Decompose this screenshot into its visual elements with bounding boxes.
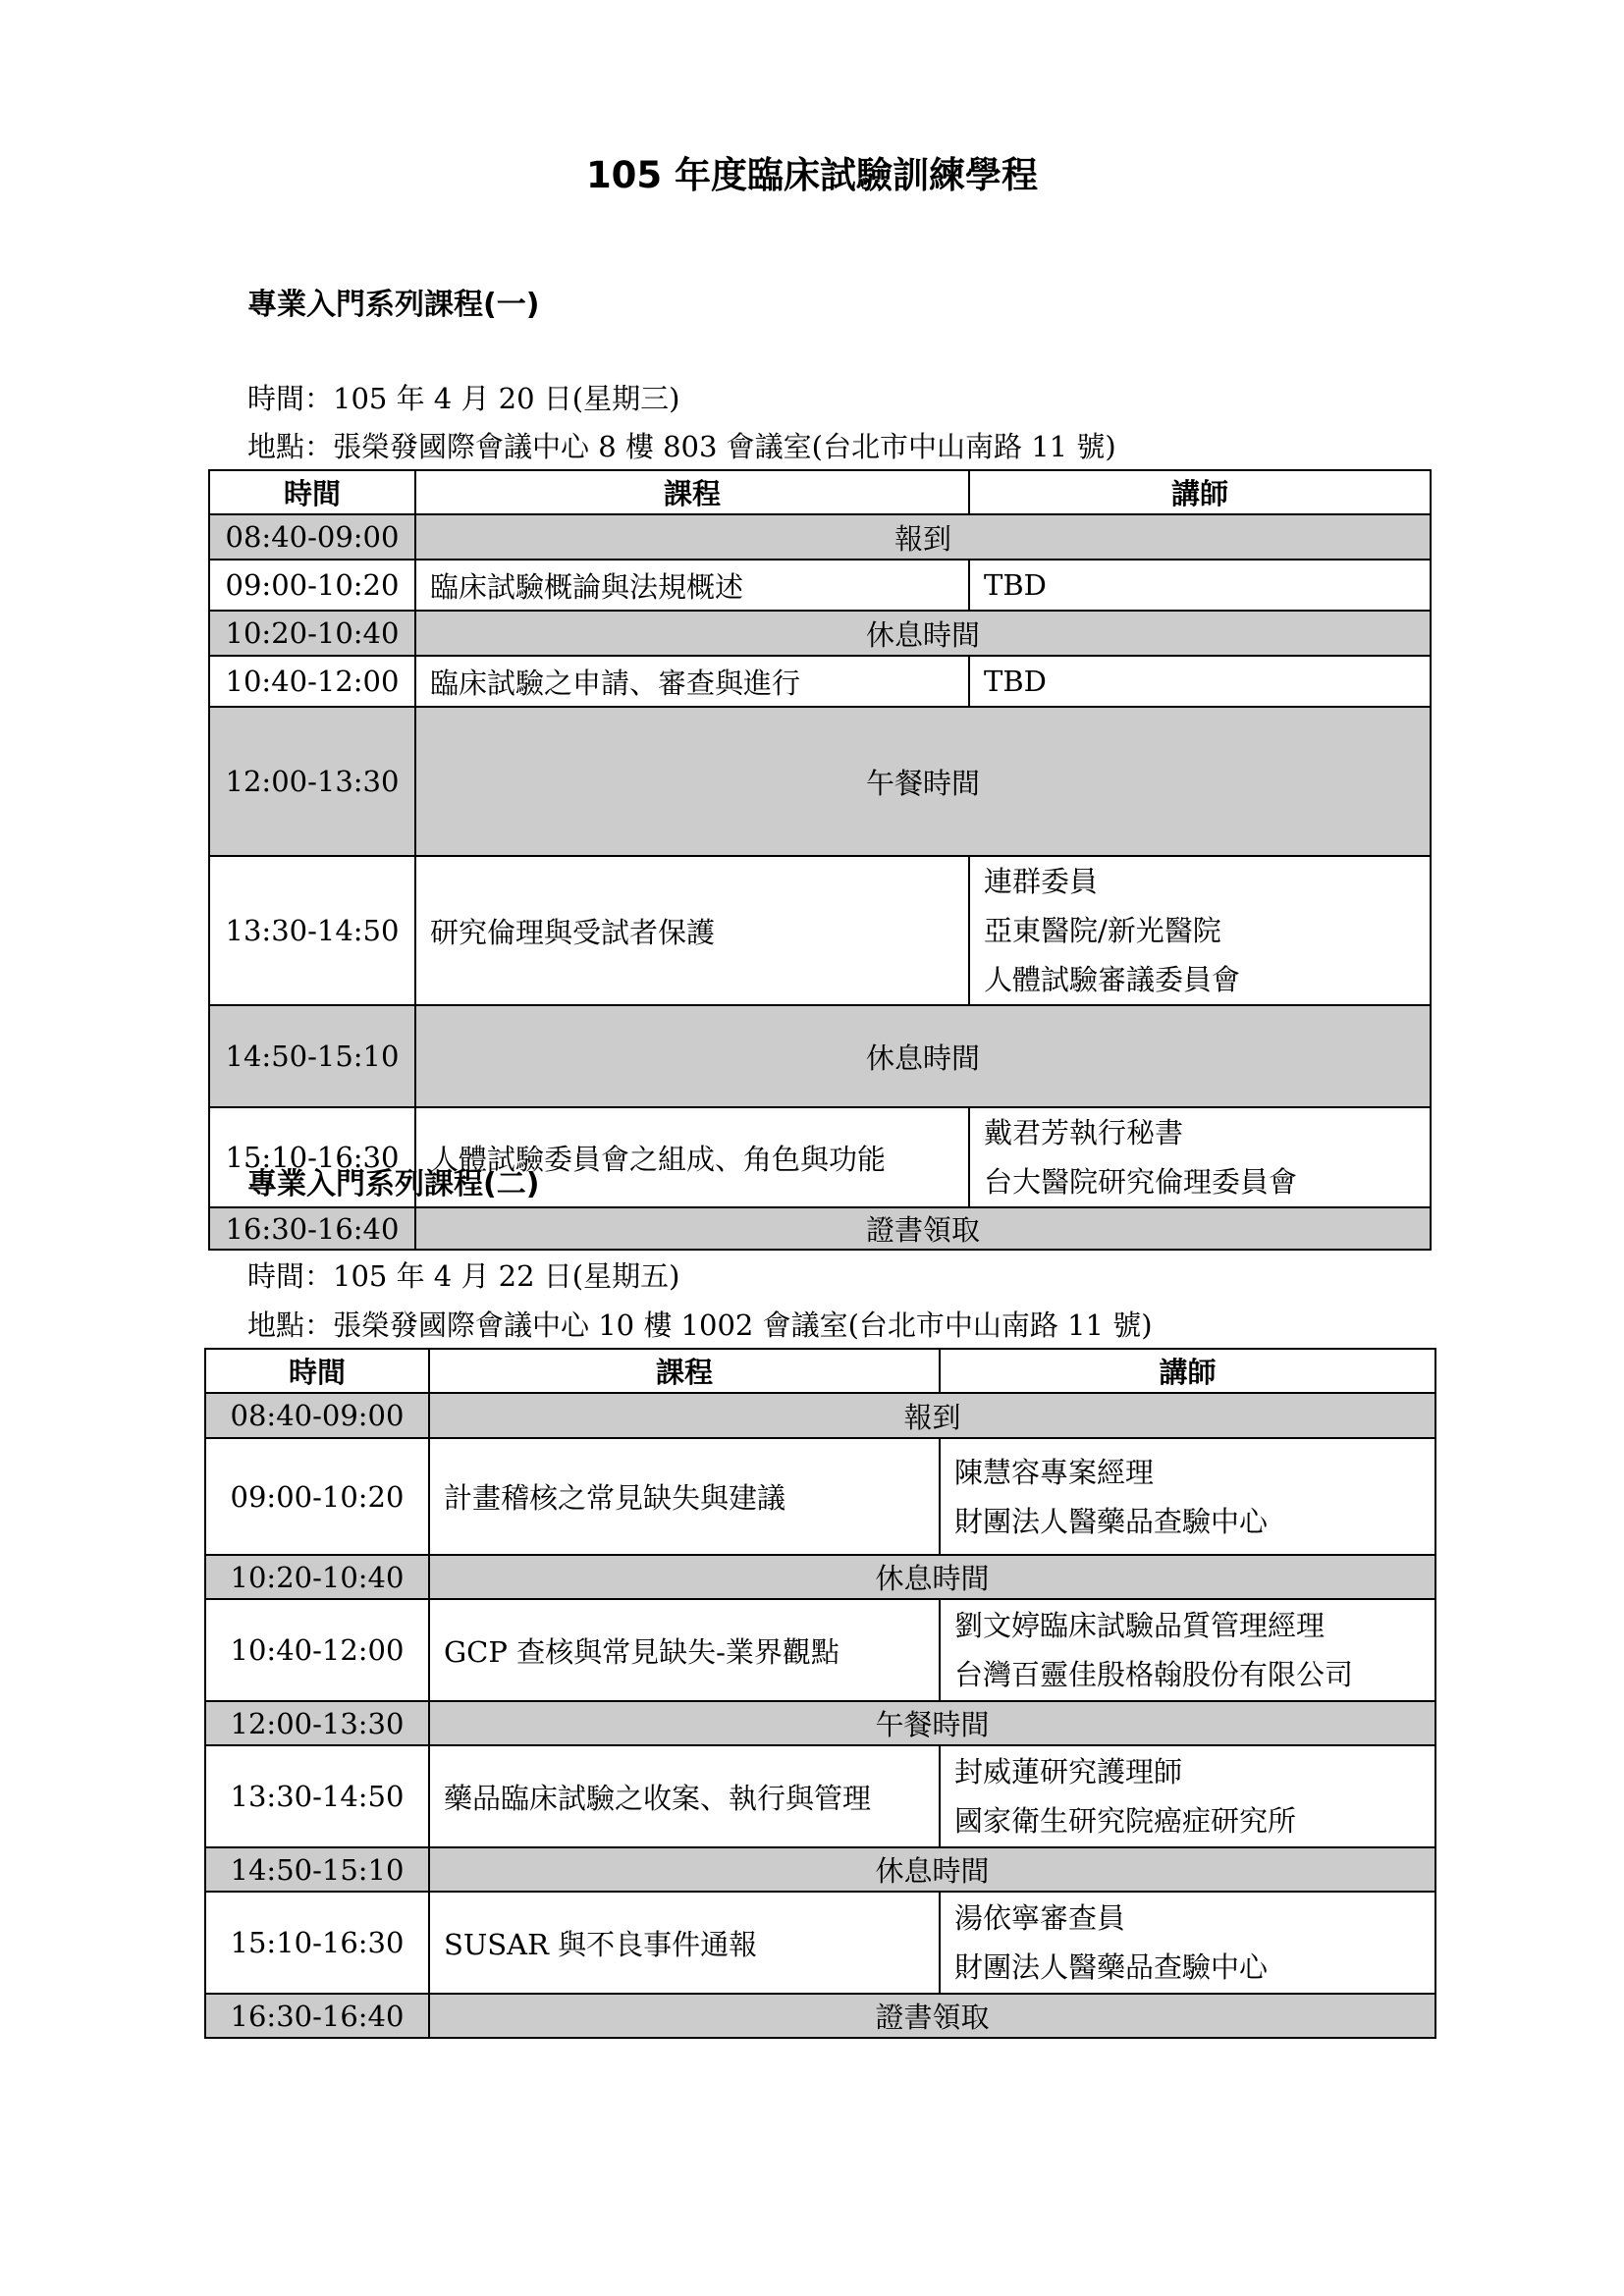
time-cell: 16:30-16:40 [205, 1994, 429, 2038]
time-cell: 12:00-13:30 [209, 707, 415, 856]
course-cell: 藥品臨床試驗之收案、執行與管理 [429, 1745, 940, 1847]
time-cell: 15:10-16:30 [205, 1892, 429, 1994]
date-line: 時間：105 年 4 月 20 日(星期三) [247, 382, 680, 415]
session-row [205, 1599, 1435, 1701]
course-cell: 研究倫理與受試者保護 [415, 856, 969, 1005]
time-cell: 13:30-14:50 [209, 856, 415, 1005]
venue-line: 地點：張榮發國際會議中心 10 樓 1002 會議室(台北市中山南路 11 號) [247, 1308, 1153, 1342]
instructor-line: 人體試驗審議委員會 [984, 963, 1241, 996]
instructor-line: 台灣百靈佳殷格翰股份有限公司 [954, 1658, 1354, 1691]
break-row [205, 1393, 1435, 1438]
instructor-cell [940, 1599, 1435, 1701]
venue-line: 地點：張榮發國際會議中心 8 樓 803 會議室(台北市中山南路 11 號) [247, 430, 1116, 463]
instructor-cell [940, 1438, 1435, 1555]
instructor-line: 戴君芳執行秘書 [984, 1116, 1184, 1149]
instructor-line: 國家衛生研究院癌症研究所 [954, 1804, 1297, 1838]
document-title: 105 年度臨床試驗訓練學程 [585, 154, 1039, 196]
time-cell: 13:30-14:50 [205, 1745, 429, 1847]
date-line: 時間：105 年 4 月 22 日(星期五) [247, 1259, 680, 1293]
column-header-time: 時間 [205, 1349, 429, 1393]
break-label: 報到 [429, 1393, 1435, 1438]
break-row [209, 1005, 1431, 1107]
session-row [209, 560, 1431, 611]
section-heading: 專業入門系列課程(二) [247, 1167, 540, 1201]
time-cell: 14:50-15:10 [209, 1005, 415, 1107]
break-row [205, 1847, 1435, 1892]
instructor-cell [940, 1892, 1435, 1994]
instructor-line: TBD [984, 665, 1047, 698]
header-row [205, 1349, 1435, 1393]
course-cell: 臨床試驗之申請、審查與進行 [415, 656, 969, 707]
time-cell: 12:00-13:30 [205, 1701, 429, 1745]
instructor-line: 陳慧容專案經理 [954, 1455, 1155, 1489]
column-header-instructor: 講師 [969, 470, 1431, 514]
break-label: 休息時間 [429, 1555, 1435, 1599]
section-heading: 專業入門系列課程(一) [247, 288, 540, 322]
course-cell: 計畫稽核之常見缺失與建議 [429, 1438, 940, 1555]
break-row [205, 1994, 1435, 2038]
break-label: 午餐時間 [415, 707, 1431, 856]
break-row [209, 1207, 1431, 1250]
break-label: 報到 [415, 514, 1431, 560]
instructor-cell [969, 856, 1431, 1005]
session-row [209, 856, 1431, 1005]
break-row [209, 514, 1431, 560]
time-cell: 16:30-16:40 [209, 1207, 415, 1250]
instructor-cell [969, 560, 1431, 611]
course-cell: 人體試驗委員會之組成、角色與功能 [415, 1107, 969, 1207]
course-cell: SUSAR 與不良事件通報 [429, 1892, 940, 1994]
column-header-time: 時間 [209, 470, 415, 514]
time-cell: 10:40-12:00 [205, 1599, 429, 1701]
column-header-instructor: 講師 [940, 1349, 1435, 1393]
instructor-line: 連群委員 [984, 865, 1099, 898]
instructor-line: 台大醫院研究倫理委員會 [984, 1165, 1298, 1199]
time-cell: 10:20-10:40 [205, 1555, 429, 1599]
column-header-course: 課程 [415, 470, 969, 514]
break-label: 休息時間 [429, 1847, 1435, 1892]
instructor-cell [940, 1745, 1435, 1847]
instructor-line: 湯依寧審查員 [954, 1901, 1126, 1935]
break-label: 證書領取 [429, 1994, 1435, 2038]
schedule-table [204, 1348, 1436, 2039]
time-cell: 08:40-09:00 [205, 1393, 429, 1438]
course-cell: GCP 查核與常見缺失-業界觀點 [429, 1599, 940, 1701]
break-label: 午餐時間 [429, 1701, 1435, 1745]
column-header-course: 課程 [429, 1349, 940, 1393]
break-label: 休息時間 [415, 611, 1431, 656]
instructor-line: 財團法人醫藥品查驗中心 [954, 1950, 1269, 1984]
time-cell: 15:10-16:30 [209, 1107, 415, 1207]
instructor-cell [969, 1107, 1431, 1207]
break-row [205, 1555, 1435, 1599]
header-row [209, 470, 1431, 514]
time-cell: 10:20-10:40 [209, 611, 415, 656]
time-cell: 08:40-09:00 [209, 514, 415, 560]
instructor-line: 劉文婷臨床試驗品質管理經理 [954, 1609, 1326, 1642]
break-row [205, 1701, 1435, 1745]
instructor-line: 封威蓮研究護理師 [954, 1755, 1183, 1789]
instructor-line: TBD [984, 568, 1047, 602]
break-label: 休息時間 [415, 1005, 1431, 1107]
break-row [209, 707, 1431, 856]
schedule-table [208, 469, 1432, 1251]
time-cell: 09:00-10:20 [209, 560, 415, 611]
time-cell: 14:50-15:10 [205, 1847, 429, 1892]
session-row [205, 1892, 1435, 1994]
instructor-line: 亞東醫院/新光醫院 [984, 914, 1221, 947]
session-row [205, 1438, 1435, 1555]
time-cell: 09:00-10:20 [205, 1438, 429, 1555]
instructor-cell [969, 656, 1431, 707]
break-row [209, 611, 1431, 656]
session-row [205, 1745, 1435, 1847]
instructor-line: 財團法人醫藥品查驗中心 [954, 1504, 1269, 1538]
break-label: 證書領取 [415, 1207, 1431, 1250]
session-row [209, 656, 1431, 707]
time-cell: 10:40-12:00 [209, 656, 415, 707]
course-cell: 臨床試驗概論與法規概述 [415, 560, 969, 611]
